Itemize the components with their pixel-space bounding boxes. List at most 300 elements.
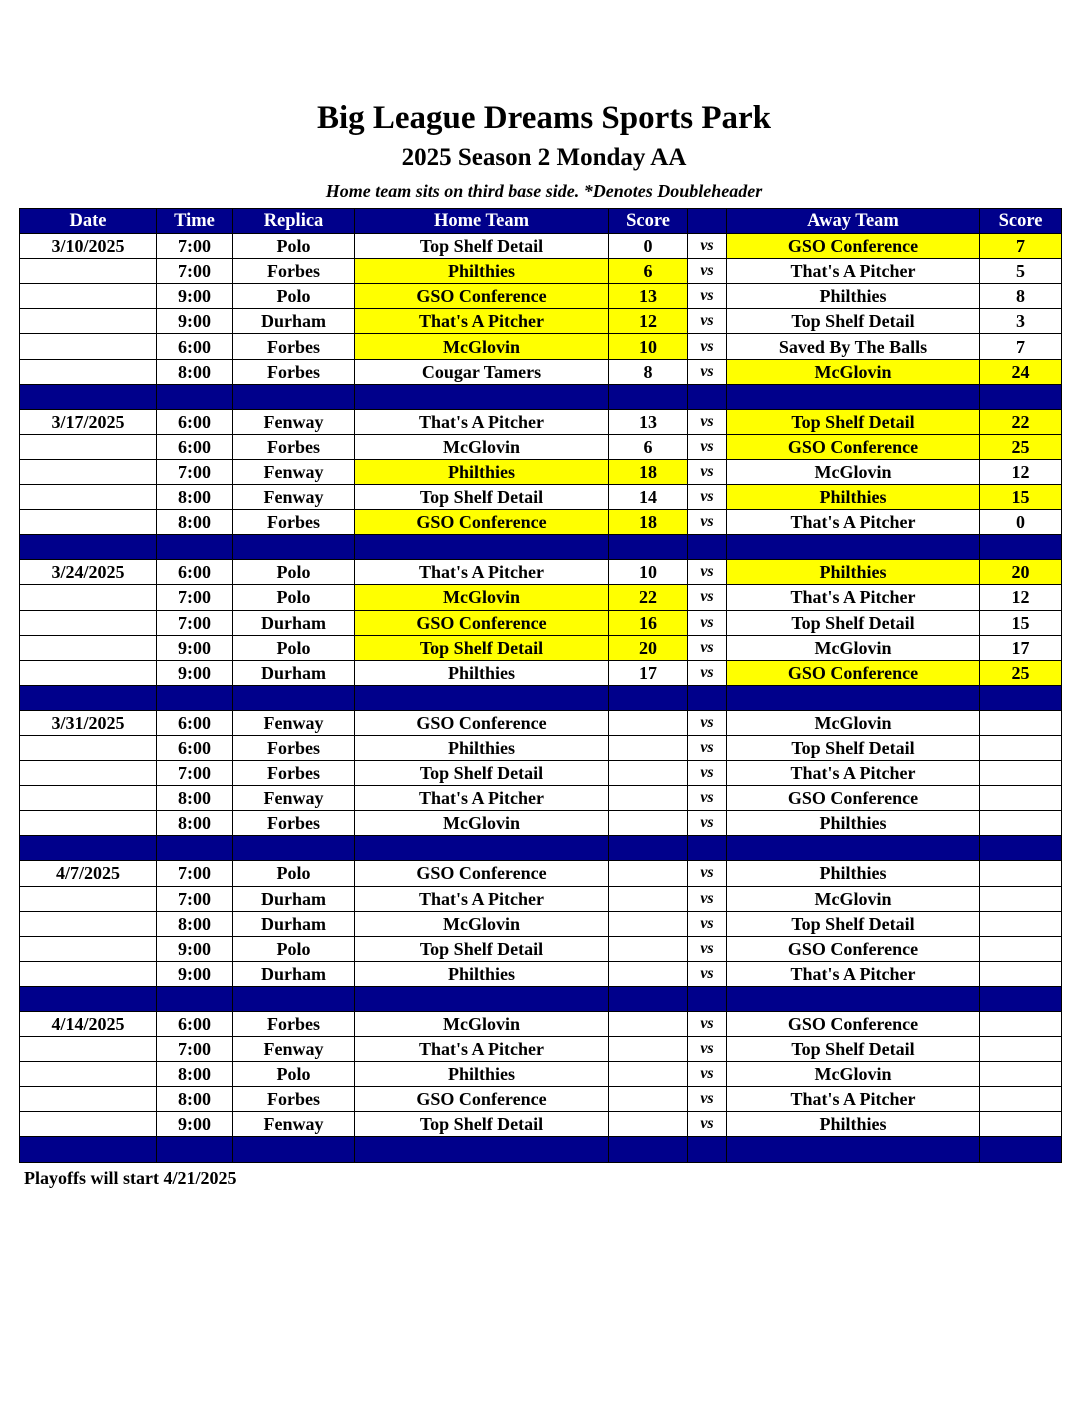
time-cell: 8:00 (157, 359, 233, 384)
home-team-cell: That's A Pitcher (355, 560, 609, 585)
home-score-cell: 17 (609, 660, 688, 685)
home-team-cell: McGlovin (355, 585, 609, 610)
separator-cell (609, 1137, 688, 1162)
home-team-cell: That's A Pitcher (355, 1037, 609, 1062)
table-row (20, 1112, 1062, 1137)
away-team-cell: GSO Conference (727, 1012, 980, 1037)
home-score-cell (609, 735, 688, 760)
playoffs-note: Playoffs will start 4/21/2025 (24, 1168, 237, 1188)
time-cell: 6:00 (157, 735, 233, 760)
away-team-cell: GSO Conference (727, 936, 980, 961)
table-row (20, 1037, 1062, 1062)
vs-cell: vs (688, 459, 727, 484)
away-team-cell: Philthies (727, 861, 980, 886)
table-row (20, 459, 1062, 484)
replica-cell: Forbes (233, 334, 355, 359)
home-team-cell: GSO Conference (355, 610, 609, 635)
replica-cell: Durham (233, 911, 355, 936)
separator-cell (233, 535, 355, 560)
column-header-time: Time (157, 209, 233, 234)
away-score-cell (980, 1037, 1062, 1062)
away-team-cell: GSO Conference (727, 786, 980, 811)
home-team-cell: Philthies (355, 660, 609, 685)
vs-cell: vs (688, 585, 727, 610)
table-row (20, 936, 1062, 961)
away-team-cell: Top Shelf Detail (727, 911, 980, 936)
page-title: Big League Dreams Sports Park (316, 100, 772, 136)
away-team-cell: That's A Pitcher (727, 585, 980, 610)
home-score-cell (609, 710, 688, 735)
table-row (20, 409, 1062, 434)
column-header-replica: Replica (233, 209, 355, 234)
header-note: Home team sits on third base side. *Denotes Doubleheader (325, 181, 763, 201)
home-score-cell (609, 761, 688, 786)
column-header-vs (688, 209, 727, 234)
week-separator-row (20, 1137, 1062, 1162)
vs-cell: vs (688, 359, 727, 384)
home-score-cell (609, 811, 688, 836)
table-row (20, 560, 1062, 585)
replica-cell: Polo (233, 284, 355, 309)
home-score-cell: 13 (609, 409, 688, 434)
separator-cell (20, 535, 157, 560)
table-row (20, 911, 1062, 936)
time-cell: 8:00 (157, 786, 233, 811)
away-score-cell: 15 (980, 610, 1062, 635)
away-score-cell (980, 786, 1062, 811)
time-cell: 7:00 (157, 761, 233, 786)
home-score-cell (609, 936, 688, 961)
time-cell: 8:00 (157, 510, 233, 535)
away-team-cell: GSO Conference (727, 234, 980, 259)
date-cell: 3/10/2025 (20, 234, 157, 259)
date-cell (20, 786, 157, 811)
replica-cell: Polo (233, 1062, 355, 1087)
separator-cell (355, 836, 609, 861)
home-score-cell: 12 (609, 309, 688, 334)
away-score-cell (980, 761, 1062, 786)
home-team-cell: McGlovin (355, 334, 609, 359)
home-team-cell: Philthies (355, 459, 609, 484)
replica-cell: Durham (233, 886, 355, 911)
table-row (20, 434, 1062, 459)
home-score-cell: 10 (609, 334, 688, 359)
separator-cell (727, 384, 980, 409)
time-cell: 6:00 (157, 1012, 233, 1037)
home-score-cell (609, 1087, 688, 1112)
separator-cell (688, 986, 727, 1011)
time-cell: 9:00 (157, 309, 233, 334)
table-row (20, 1012, 1062, 1037)
home-team-cell: Philthies (355, 1062, 609, 1087)
home-team-cell: Top Shelf Detail (355, 936, 609, 961)
replica-cell: Polo (233, 585, 355, 610)
table-row (20, 735, 1062, 760)
separator-cell (20, 986, 157, 1011)
table-row (20, 886, 1062, 911)
table-row (20, 234, 1062, 259)
separator-cell (233, 986, 355, 1011)
away-score-cell: 24 (980, 359, 1062, 384)
table-row (20, 510, 1062, 535)
away-score-cell: 3 (980, 309, 1062, 334)
time-cell: 9:00 (157, 961, 233, 986)
table-row (20, 1062, 1062, 1087)
away-score-cell: 15 (980, 485, 1062, 510)
time-cell: 9:00 (157, 284, 233, 309)
away-score-cell: 8 (980, 284, 1062, 309)
home-team-cell: Philthies (355, 259, 609, 284)
home-score-cell: 22 (609, 585, 688, 610)
separator-cell (20, 685, 157, 710)
replica-cell: Polo (233, 635, 355, 660)
replica-cell: Durham (233, 610, 355, 635)
vs-cell: vs (688, 710, 727, 735)
table-row (20, 761, 1062, 786)
replica-cell: Forbes (233, 434, 355, 459)
home-score-cell: 18 (609, 459, 688, 484)
date-cell (20, 434, 157, 459)
table-row (20, 811, 1062, 836)
separator-cell (727, 685, 980, 710)
away-score-cell: 12 (980, 459, 1062, 484)
away-team-cell: McGlovin (727, 886, 980, 911)
replica-cell: Fenway (233, 485, 355, 510)
away-score-cell: 25 (980, 660, 1062, 685)
home-score-cell (609, 1112, 688, 1137)
away-team-cell: McGlovin (727, 459, 980, 484)
home-team-cell: Philthies (355, 735, 609, 760)
home-team-cell: Top Shelf Detail (355, 234, 609, 259)
separator-cell (157, 986, 233, 1011)
separator-cell (980, 836, 1062, 861)
vs-cell: vs (688, 761, 727, 786)
vs-cell: vs (688, 284, 727, 309)
replica-cell: Durham (233, 309, 355, 334)
vs-cell: vs (688, 660, 727, 685)
away-team-cell: That's A Pitcher (727, 961, 980, 986)
column-header-away-team: Away Team (727, 209, 980, 234)
away-score-cell (980, 936, 1062, 961)
separator-cell (609, 986, 688, 1011)
vs-cell: vs (688, 861, 727, 886)
home-score-cell: 20 (609, 635, 688, 660)
vs-cell: vs (688, 485, 727, 510)
vs-cell: vs (688, 1087, 727, 1112)
date-cell (20, 936, 157, 961)
separator-cell (727, 836, 980, 861)
time-cell: 7:00 (157, 459, 233, 484)
away-team-cell: That's A Pitcher (727, 259, 980, 284)
replica-cell: Forbes (233, 811, 355, 836)
away-team-cell: McGlovin (727, 635, 980, 660)
replica-cell: Forbes (233, 259, 355, 284)
date-cell (20, 259, 157, 284)
away-score-cell: 17 (980, 635, 1062, 660)
home-team-cell: McGlovin (355, 1012, 609, 1037)
away-score-cell (980, 1062, 1062, 1087)
vs-cell: vs (688, 409, 727, 434)
away-team-cell: That's A Pitcher (727, 510, 980, 535)
time-cell: 7:00 (157, 259, 233, 284)
week-separator-row (20, 986, 1062, 1011)
home-score-cell (609, 1012, 688, 1037)
time-cell: 6:00 (157, 409, 233, 434)
replica-cell: Polo (233, 936, 355, 961)
away-team-cell: Top Shelf Detail (727, 1037, 980, 1062)
vs-cell: vs (688, 1112, 727, 1137)
column-header-date: Date (20, 209, 157, 234)
home-team-cell: That's A Pitcher (355, 886, 609, 911)
separator-cell (727, 986, 980, 1011)
vs-cell: vs (688, 560, 727, 585)
table-row (20, 660, 1062, 685)
replica-cell: Fenway (233, 786, 355, 811)
home-score-cell (609, 1037, 688, 1062)
away-score-cell: 20 (980, 560, 1062, 585)
vs-cell: vs (688, 434, 727, 459)
time-cell: 6:00 (157, 334, 233, 359)
home-team-cell: McGlovin (355, 911, 609, 936)
separator-cell (355, 685, 609, 710)
date-cell (20, 510, 157, 535)
column-header-home-score: Score (609, 209, 688, 234)
home-team-cell: Top Shelf Detail (355, 761, 609, 786)
separator-cell (609, 685, 688, 710)
time-cell: 7:00 (157, 234, 233, 259)
separator-cell (688, 836, 727, 861)
away-team-cell: McGlovin (727, 359, 980, 384)
replica-cell: Fenway (233, 1037, 355, 1062)
replica-cell: Forbes (233, 761, 355, 786)
date-cell (20, 485, 157, 510)
home-score-cell: 8 (609, 359, 688, 384)
table-row (20, 334, 1062, 359)
away-score-cell: 7 (980, 334, 1062, 359)
separator-cell (355, 535, 609, 560)
home-team-cell: GSO Conference (355, 861, 609, 886)
separator-cell (233, 384, 355, 409)
time-cell: 9:00 (157, 635, 233, 660)
vs-cell: vs (688, 735, 727, 760)
away-team-cell: Top Shelf Detail (727, 735, 980, 760)
date-cell (20, 1112, 157, 1137)
vs-cell: vs (688, 259, 727, 284)
separator-cell (233, 836, 355, 861)
separator-cell (980, 535, 1062, 560)
separator-cell (980, 986, 1062, 1011)
date-cell (20, 334, 157, 359)
away-team-cell: Top Shelf Detail (727, 610, 980, 635)
away-team-cell: That's A Pitcher (727, 1087, 980, 1112)
away-score-cell (980, 735, 1062, 760)
date-cell (20, 459, 157, 484)
date-cell: 3/31/2025 (20, 710, 157, 735)
replica-cell: Forbes (233, 359, 355, 384)
home-score-cell (609, 886, 688, 911)
week-separator-row (20, 384, 1062, 409)
home-score-cell (609, 961, 688, 986)
away-team-cell: Saved By The Balls (727, 334, 980, 359)
away-team-cell: Philthies (727, 811, 980, 836)
away-score-cell (980, 861, 1062, 886)
time-cell: 8:00 (157, 485, 233, 510)
table-row (20, 359, 1062, 384)
home-team-cell: That's A Pitcher (355, 309, 609, 334)
replica-cell: Fenway (233, 459, 355, 484)
separator-cell (688, 384, 727, 409)
date-cell: 4/14/2025 (20, 1012, 157, 1037)
away-team-cell: Top Shelf Detail (727, 409, 980, 434)
home-score-cell: 0 (609, 234, 688, 259)
away-score-cell: 12 (980, 585, 1062, 610)
separator-cell (609, 384, 688, 409)
separator-cell (980, 685, 1062, 710)
replica-cell: Polo (233, 234, 355, 259)
table-row (20, 485, 1062, 510)
date-cell (20, 284, 157, 309)
separator-cell (688, 1137, 727, 1162)
away-score-cell (980, 710, 1062, 735)
separator-cell (20, 836, 157, 861)
vs-cell: vs (688, 234, 727, 259)
week-separator-row (20, 836, 1062, 861)
date-cell (20, 886, 157, 911)
date-cell (20, 610, 157, 635)
home-team-cell: Top Shelf Detail (355, 635, 609, 660)
away-team-cell: McGlovin (727, 1062, 980, 1087)
away-score-cell: 22 (980, 409, 1062, 434)
separator-cell (157, 836, 233, 861)
separator-cell (355, 384, 609, 409)
away-team-cell: Top Shelf Detail (727, 309, 980, 334)
date-cell: 4/7/2025 (20, 861, 157, 886)
away-team-cell: That's A Pitcher (727, 761, 980, 786)
table-row (20, 961, 1062, 986)
separator-cell (727, 535, 980, 560)
separator-cell (157, 535, 233, 560)
vs-cell: vs (688, 786, 727, 811)
away-score-cell: 7 (980, 234, 1062, 259)
home-score-cell: 18 (609, 510, 688, 535)
separator-cell (355, 986, 609, 1011)
away-team-cell: GSO Conference (727, 434, 980, 459)
vs-cell: vs (688, 510, 727, 535)
date-cell (20, 1062, 157, 1087)
vs-cell: vs (688, 961, 727, 986)
separator-cell (233, 685, 355, 710)
home-team-cell: Top Shelf Detail (355, 485, 609, 510)
table-row (20, 309, 1062, 334)
vs-cell: vs (688, 1037, 727, 1062)
time-cell: 6:00 (157, 434, 233, 459)
separator-cell (233, 1137, 355, 1162)
date-cell (20, 911, 157, 936)
replica-cell: Fenway (233, 710, 355, 735)
table-row (20, 635, 1062, 660)
home-score-cell: 10 (609, 560, 688, 585)
separator-cell (609, 836, 688, 861)
away-score-cell (980, 886, 1062, 911)
home-score-cell: 6 (609, 259, 688, 284)
separator-cell (980, 1137, 1062, 1162)
time-cell: 8:00 (157, 811, 233, 836)
home-score-cell (609, 861, 688, 886)
date-cell (20, 585, 157, 610)
separator-cell (980, 384, 1062, 409)
time-cell: 7:00 (157, 1037, 233, 1062)
away-score-cell: 5 (980, 259, 1062, 284)
separator-cell (688, 535, 727, 560)
date-cell (20, 635, 157, 660)
week-separator-row (20, 685, 1062, 710)
away-score-cell: 25 (980, 434, 1062, 459)
away-team-cell: McGlovin (727, 710, 980, 735)
table-row (20, 861, 1062, 886)
separator-cell (20, 384, 157, 409)
vs-cell: vs (688, 886, 727, 911)
home-team-cell: Top Shelf Detail (355, 1112, 609, 1137)
away-team-cell: Philthies (727, 284, 980, 309)
vs-cell: vs (688, 936, 727, 961)
vs-cell: vs (688, 610, 727, 635)
time-cell: 6:00 (157, 560, 233, 585)
table-row (20, 710, 1062, 735)
away-score-cell (980, 1087, 1062, 1112)
table-row (20, 786, 1062, 811)
vs-cell: vs (688, 1012, 727, 1037)
home-team-cell: Cougar Tamers (355, 359, 609, 384)
time-cell: 7:00 (157, 886, 233, 911)
time-cell: 9:00 (157, 1112, 233, 1137)
home-score-cell: 16 (609, 610, 688, 635)
page-subtitle: 2025 Season 2 Monday AA (401, 144, 687, 171)
away-score-cell (980, 961, 1062, 986)
week-separator-row (20, 535, 1062, 560)
home-score-cell: 14 (609, 485, 688, 510)
table-row (20, 259, 1062, 284)
table-row (20, 1087, 1062, 1112)
table-header-row (20, 209, 1062, 234)
time-cell: 6:00 (157, 710, 233, 735)
time-cell: 9:00 (157, 660, 233, 685)
replica-cell: Durham (233, 961, 355, 986)
replica-cell: Fenway (233, 409, 355, 434)
date-cell (20, 309, 157, 334)
replica-cell: Forbes (233, 1012, 355, 1037)
time-cell: 7:00 (157, 861, 233, 886)
vs-cell: vs (688, 911, 727, 936)
separator-cell (20, 1137, 157, 1162)
away-score-cell (980, 1012, 1062, 1037)
table-row (20, 585, 1062, 610)
away-score-cell: 0 (980, 510, 1062, 535)
home-team-cell: GSO Conference (355, 1087, 609, 1112)
home-team-cell: GSO Conference (355, 284, 609, 309)
home-team-cell: That's A Pitcher (355, 786, 609, 811)
column-header-away-score: Score (980, 209, 1062, 234)
home-team-cell: Philthies (355, 961, 609, 986)
away-team-cell: Philthies (727, 1112, 980, 1137)
replica-cell: Polo (233, 560, 355, 585)
date-cell: 3/17/2025 (20, 409, 157, 434)
vs-cell: vs (688, 1062, 727, 1087)
home-team-cell: GSO Conference (355, 510, 609, 535)
replica-cell: Forbes (233, 510, 355, 535)
away-team-cell: Philthies (727, 560, 980, 585)
away-score-cell (980, 811, 1062, 836)
column-header-home-team: Home Team (355, 209, 609, 234)
